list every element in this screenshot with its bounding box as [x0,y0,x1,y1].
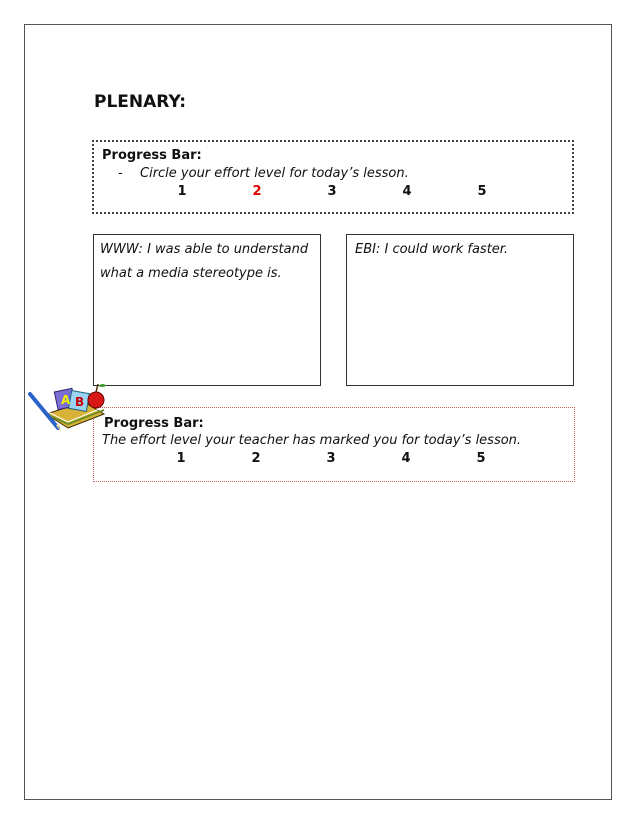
effort-level-4[interactable]: 4 [402,184,412,199]
self-assessment-title: Progress Bar: [102,148,202,163]
teacher-level-1: 1 [176,451,186,466]
effort-level-1[interactable]: 1 [177,184,187,199]
block-letter-b: B [75,395,85,409]
self-assessment-box [92,140,574,214]
teacher-level-5: 5 [476,451,486,466]
teacher-assessment-box [93,407,575,482]
page-title: PLENARY: [94,92,187,112]
teacher-assessment-instruction: The effort level your teacher has marked you for today’s lesson. [102,433,522,448]
teacher-assessment-title: Progress Bar: [104,416,204,431]
bullet-dash: - [118,166,123,181]
effort-level-2[interactable]: 2 [252,184,262,199]
teacher-level-2: 2 [251,451,261,466]
effort-level-3[interactable]: 3 [327,184,337,199]
effort-level-5[interactable]: 5 [477,184,487,199]
teacher-level-3: 3 [326,451,336,466]
abc-book-clipart-icon [28,378,110,432]
www-box[interactable]: WWW: I was able to understand what a media stereotype is. [93,234,321,386]
self-assessment-instruction: Circle your effort level for today’s lesson. [140,166,409,181]
block-letter-a: A [61,393,71,407]
teacher-level-4: 4 [401,451,411,466]
ebi-box[interactable]: EBI: I could work faster. [346,234,574,386]
